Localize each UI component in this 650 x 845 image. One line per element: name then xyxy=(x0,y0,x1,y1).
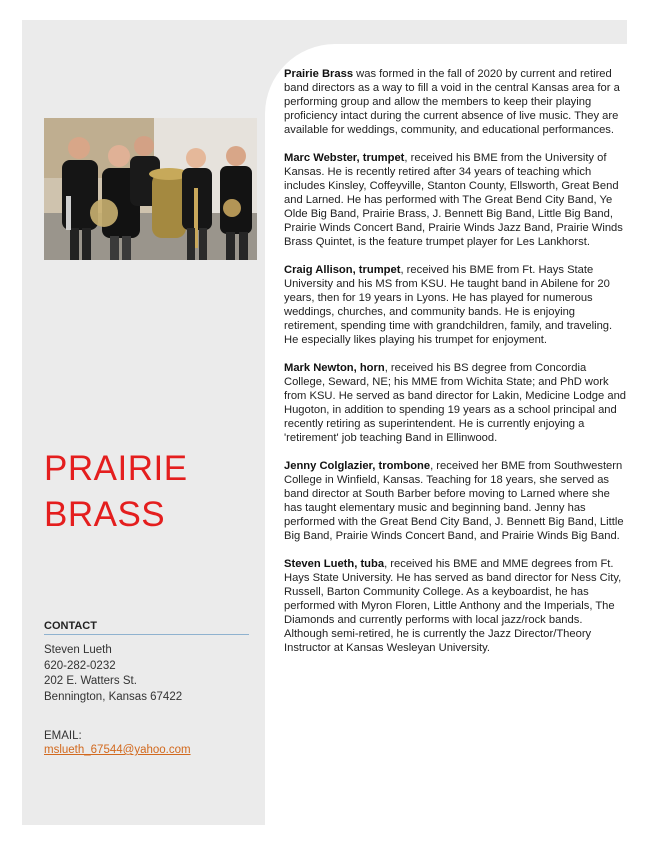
email-link[interactable]: mslueth_67544@yahoo.com xyxy=(44,744,191,756)
bio-lead: Jenny Colglazier, trombone xyxy=(284,460,431,472)
bio-text: , received his BME from the University of Kansas. He is recently retired after 34 years of teaching which includes Kinsley, Coffeyville, Stanton County, Ellsworth, Great Bend and Larned. He has performed with The Great Bend City Band, Ye Olde Big Band, Prairie Brass, J. Bennett Big Band, Little Big Band, Prairie Winds Concert Band, Prairie Winds Jazz Band, Prairie Winds Brass Quintet, is the feature trumpet player for Les Lankhorst. xyxy=(284,152,623,248)
bio-paragraph xyxy=(284,459,629,543)
contact-street: 202 E. Watters St. xyxy=(44,675,137,687)
band-photo xyxy=(44,118,257,260)
intro-lead: Prairie Brass xyxy=(284,68,354,80)
contact-heading: CONTACT xyxy=(44,620,97,632)
band-title xyxy=(44,446,254,538)
intro-text: was formed in the fall of 2020 by current and retired band directors as a way to fill a void in the central Kansas area for a performing group and allow the members to keep their playing proficiency intact during the current absence of live music. They are available for weddings, community, and educational performances. xyxy=(284,68,620,136)
bio-paragraph xyxy=(284,151,629,249)
intro-paragraph xyxy=(284,67,629,137)
bio-text: , received his BS degree from Concordia College, Seward, NE; his MME from Wichita State; and PhD work from KSU. He served as band director for Lakin, Medicine Lodge and Hugoton, in addition to spending 19 years as a school principal and recently retiring as superintendent. He is currently enjoying a 'retirement' job teaching Band in Ellinwood. xyxy=(284,362,627,444)
bio-lead: Craig Allison, trumpet xyxy=(284,264,401,276)
bio-text: , received her BME from Southwestern College in Winfield, Kansas. Teaching for 18 years, she served as band director at South Barber before moving to Larned where she has taught elementary music and beginning band. Jenny has performed with the Great Bend City Band, J. Bennett Big Band, Little Big Band, Prairie Winds Concert Band, and Prairie Winds Big Band. xyxy=(284,460,624,542)
bio-lead: Marc Webster, trumpet xyxy=(284,152,405,164)
bio-paragraph xyxy=(284,263,629,347)
email-label: EMAIL: xyxy=(44,730,82,742)
band-title-line1: PRAIRIE xyxy=(44,449,188,488)
contact-phone: 620-282-0232 xyxy=(44,659,116,672)
main-content xyxy=(284,67,629,669)
band-title-line2: BRASS xyxy=(44,495,166,534)
contact-city: Bennington, Kansas 67422 xyxy=(44,690,183,703)
bio-paragraph xyxy=(284,361,629,445)
contact-details xyxy=(44,643,182,705)
contact-divider xyxy=(44,634,249,635)
bio-text: , received his BME and MME degrees from Ft. Hays State University. He has served as band director for Ness City, Russell, Barton Community College. As a keyboardist, he has performed with Myron Floren, Little Anthony and the Imperials, The Diamonds and currently performs with local jazz/rock bands. Although semi-retired, he is currently the Jazz Director/Theory Instructor at Kansas Wesleyan University. xyxy=(284,558,622,654)
bio-paragraph xyxy=(284,557,629,655)
contact-name: Steven Lueth xyxy=(44,644,112,656)
bio-text: , received his BME from Ft. Hays State University and his MS from KSU. He taught band in Abilene for 20 years, then for 19 years in Lyons. He has played for numerous weddings, churches, and community bands. He is enjoying retirement, spending time with grandchildren, family, and traveling. He especially likes playing his trumpet for enjoyment. xyxy=(284,264,613,346)
bio-lead: Mark Newton, horn xyxy=(284,362,385,374)
bio-lead: Steven Lueth, tuba xyxy=(284,558,385,570)
